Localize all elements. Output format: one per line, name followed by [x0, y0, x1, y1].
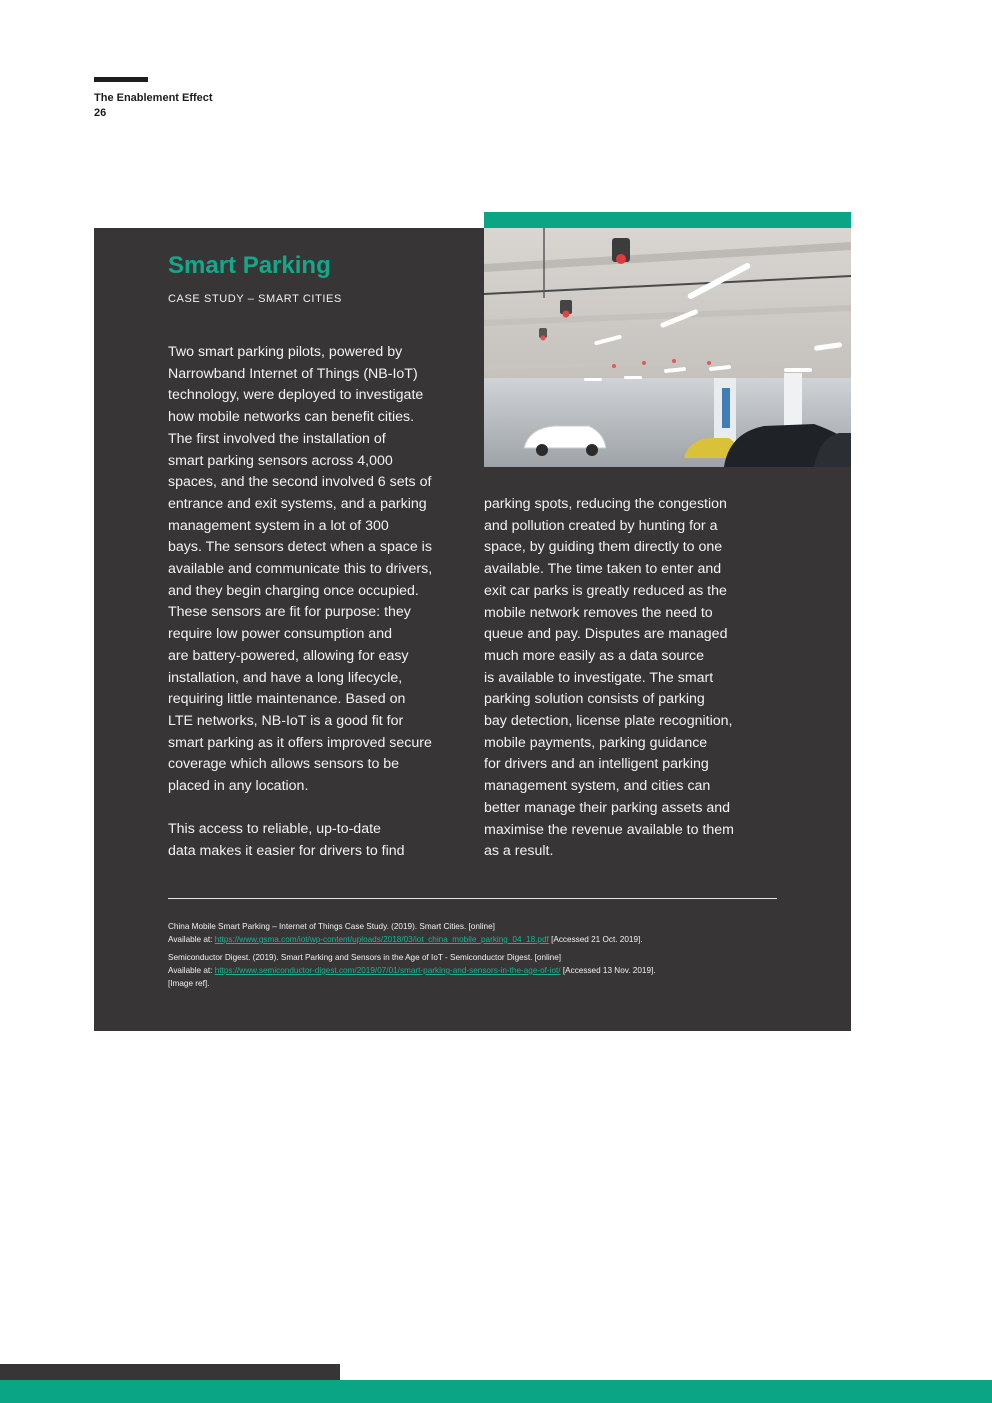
text-line: LTE networks, NB-IoT is a good fit for: [168, 712, 404, 729]
text-line: coverage which allows sensors to be: [168, 756, 400, 773]
text-line: data makes it easier for drivers to find: [168, 843, 405, 860]
reference-prefix: Available at:: [168, 935, 215, 944]
text-line: spaces, and the second involved 6 sets of: [168, 474, 432, 491]
text-line: better manage their parking assets and: [484, 799, 731, 816]
document-title: The Enablement Effect: [94, 92, 213, 104]
reference-2: [168, 951, 778, 990]
text-line: installation, and have a long lifecycle,: [168, 669, 403, 686]
reference-availability: [168, 964, 778, 977]
parking-garage-photo: [484, 228, 851, 467]
page-number: 26: [94, 107, 107, 119]
text-line: available. The time taken to enter and: [484, 561, 722, 578]
text-line: space, by guiding them directly to one: [484, 539, 723, 556]
text-line: for drivers and an intelligent parking: [484, 756, 709, 773]
footer-dark-bar: [0, 1364, 340, 1380]
text-line: much more easily as a data source: [484, 647, 705, 664]
text-line: entrance and exit systems, and a parking: [168, 495, 427, 512]
text-line: exit car parks is greatly reduced as the: [484, 582, 727, 599]
reference-citation: Semiconductor Digest. (2019). Smart Parking and Sensors in the Age of IoT - Semiconductor Digest. [online]: [168, 953, 562, 962]
text-line: placed in any location.: [168, 778, 309, 795]
right-text-column: [484, 494, 784, 863]
text-line: and they begin charging once occupied.: [168, 582, 419, 599]
text-line: requiring little maintenance. Based on: [168, 691, 406, 708]
text-line: The first involved the installation of: [168, 430, 386, 447]
text-line: mobile payments, parking guidance: [484, 734, 708, 751]
reference-accessed: [Accessed 13 Nov. 2019].: [560, 966, 656, 975]
right-paragraph: [484, 494, 784, 863]
reference-image-note: [Image ref].: [168, 979, 210, 988]
text-line: management system, and cities can: [484, 778, 711, 795]
reference-citation: China Mobile Smart Parking – Internet of Things Case Study. (2019). Smart Cities. [online]: [168, 922, 495, 931]
text-line: is available to investigate. The smart: [484, 669, 714, 686]
text-line: available and communicate this to drivers,: [168, 561, 433, 578]
text-line: These sensors are fit for purpose: they: [168, 604, 411, 621]
text-line: queue and pay. Disputes are managed: [484, 626, 728, 643]
references-divider: [168, 898, 777, 899]
text-line: parking spots, reducing the congestion: [484, 496, 727, 512]
text-line: parking solution consists of parking: [484, 691, 705, 708]
text-line: bay detection, license plate recognition,: [484, 713, 733, 730]
header-accent-bar: [94, 77, 148, 82]
left-paragraph-1: [168, 342, 468, 798]
case-study-title: Smart Parking: [168, 252, 331, 279]
reference-availability: [168, 933, 778, 946]
reference-link-semiconductor-digest[interactable]: https://www.semiconductor-digest.com/2019/07/01/smart-parking-and-sensors-in-the-age-of-iot/: [214, 966, 561, 975]
text-line: smart parking as it offers improved secure: [168, 734, 432, 751]
footer-green-bar: [0, 1380, 992, 1403]
reference-1: [168, 920, 778, 946]
text-line: how mobile networks can benefit cities.: [168, 409, 415, 426]
text-line: management system in a lot of 300: [168, 517, 389, 534]
left-paragraph-2: [168, 819, 468, 862]
image-accent-strip: [484, 212, 851, 228]
text-line: as a result.: [484, 843, 554, 860]
text-line: Two smart parking pilots, powered by: [168, 344, 403, 360]
reference-accessed: [Accessed 21 Oct. 2019].: [548, 935, 643, 944]
reference-prefix: Available at:: [168, 966, 215, 975]
text-line: bays. The sensors detect when a space is: [168, 539, 432, 556]
text-line: require low power consumption and: [168, 626, 392, 643]
text-line: and pollution created by hunting for a: [484, 517, 718, 534]
text-line: Narrowband Internet of Things (NB-IoT): [168, 365, 418, 382]
text-line: smart parking sensors across 4,000: [168, 452, 393, 469]
reference-link-gsma[interactable]: https://www.gsma.com/iot/wp-content/uploads/2018/03/iot_china_mobile_parking_04_18.pdf: [214, 935, 549, 944]
text-line: mobile network removes the need to: [484, 604, 713, 621]
text-line: technology, were deployed to investigate: [168, 387, 424, 404]
text-line: maximise the revenue available to them: [484, 821, 734, 838]
left-text-column: [168, 342, 468, 863]
text-line: This access to reliable, up-to-date: [168, 821, 381, 838]
case-study-subtitle: CASE STUDY – SMART CITIES: [168, 293, 342, 305]
references: [168, 920, 778, 990]
text-line: are battery-powered, allowing for easy: [168, 647, 409, 664]
